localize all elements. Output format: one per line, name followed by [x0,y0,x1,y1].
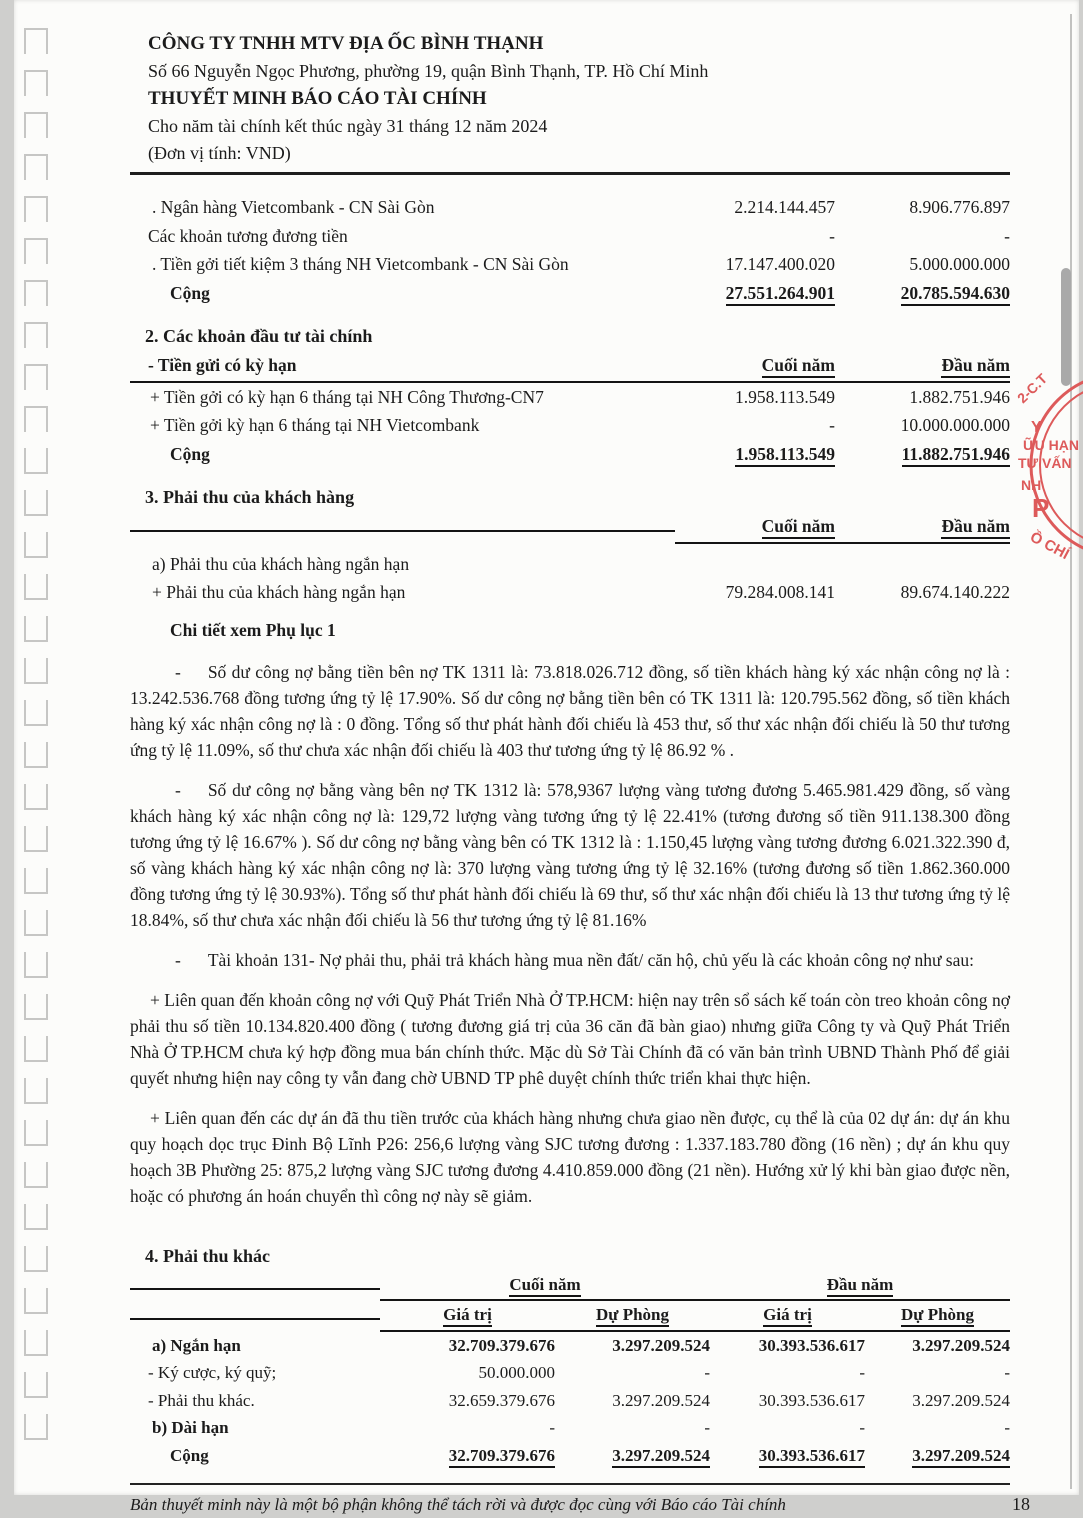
total-label: Cộng [170,443,210,464]
stamp-arc-text: 2-C.T [1013,370,1051,407]
binding-hole-mark [24,784,48,810]
section-number: 2. [145,326,159,346]
row-label: a) Phải thu của khách hàng ngắn hạn [152,553,410,574]
cell: - [549,1418,555,1437]
cell: - [859,1418,865,1437]
section-title: Các khoản đầu tư tài chính [163,326,373,346]
table-row [130,1359,1010,1387]
binding-hole-mark [24,28,48,54]
binding-hole-mark [24,154,48,180]
binding-hole-mark [24,1120,48,1146]
binding-hole-mark [24,658,48,684]
binding-hole-mark [24,406,48,432]
value-begin: - [1004,225,1010,246]
cell: - [859,1363,865,1382]
footer-disclaimer: Bản thuyết minh này là một bộ phận không thể tách rời và được đọc cùng với Báo cáo Tài chính [130,1495,786,1514]
value-begin: 89.674.140.222 [900,582,1010,602]
total-row [130,1442,1010,1470]
value-begin: 10.000.000.000 [900,415,1010,435]
column-header-row [130,351,1010,383]
section-number: 3. [145,487,159,507]
currency-unit: (Đơn vị tính: VND) [148,143,291,163]
row-label: - Ký cược, ký quỹ; [148,1363,277,1382]
value-end: 17.147.400.020 [725,254,835,274]
binding-hole-mark [24,1246,48,1272]
company-address: Số 66 Nguyễn Ngọc Phương, phường 19, quận Bình Thạnh, TP. Hồ Chí Minh [148,61,709,81]
stamp-text-p: P [1032,493,1050,523]
col-header-begin: Đầu năm [941,516,1010,539]
note-paragraph [130,1105,1010,1209]
table-row [130,222,1010,251]
sub-header-provision-end: Dự Phòng [596,1305,669,1327]
row-label: + Tiền gởi kỳ hạn 6 tháng tại NH Vietcombank [150,415,480,435]
red-company-stamp [1005,370,1083,564]
cell: 32.659.379.676 [448,1390,555,1410]
document-page [14,0,1079,1514]
binding-hole-mark [24,826,48,852]
binding-hole-mark [24,70,48,96]
binding-hole-mark [24,1162,48,1188]
stamp-text-huu-han: ỮU HẠN [1023,437,1079,453]
total-begin: 20.785.594.630 [901,283,1010,306]
dash-marker: - [175,661,181,682]
value-begin: 8.906.776.897 [909,197,1010,217]
table-row [130,193,1010,222]
cell: 50.000.000 [478,1363,555,1382]
value-end: 79.284.008.141 [725,582,835,602]
paragraph-text: Số dư công nợ bằng tiền bên nợ TK 1311 là: 73.818.026.712 đồng, số tiền khách hàng ký xác nhận công nợ là : 13.242.536.768 đồng tương ứng tỷ lệ 17.90%. Số dư công nợ bằng tiền bên có TK 1311 là: 120.795.562 đồng, số tiền khách hàng ký xác nhận công nợ là : 0 đồng. Tổng số thư phát hành đối chiếu là 453 thư, số thư xác nhận đối chiếu là 50 thư tương ứng tỷ lệ 11.09%, số thư chưa xác nhận đối chiếu là 403 thư tương ứng tỷ lệ 86.92 % . [130,661,1010,760]
total-label: Cộng [170,1445,209,1465]
binding-hole-mark [24,952,48,978]
dash-marker: - [175,949,181,970]
binding-hole-mark [24,574,48,600]
report-period: Cho năm tài chính kết thúc ngày 31 tháng 12 năm 2024 [148,116,548,136]
page-edge-shadow [1061,268,1071,386]
total-row [130,440,1010,469]
column-header-row [130,512,1010,544]
cell: - [1004,1363,1010,1382]
col-header-begin: Đầu năm [941,355,1010,378]
dash-marker: - [175,779,181,800]
total-cell: 3.297.209.524 [612,1446,710,1468]
binding-hole-mark [24,196,48,222]
cell: 3.297.209.524 [912,1335,1010,1355]
value-begin: 5.000.000.000 [909,254,1010,274]
report-title: THUYẾT MINH BÁO CÁO TÀI CHÍNH [148,88,487,109]
section-title: Phải thu của khách hàng [163,487,355,507]
cell: 3.297.209.524 [912,1390,1010,1410]
cell: 32.709.379.676 [448,1335,555,1355]
page-footer [130,1483,1030,1518]
value-end: 1.958.113.549 [735,386,835,407]
paragraph-text: Số dư công nợ bằng vàng bên nợ TK 1312 là: 578,9367 lượng vàng tương đương 5.465.981.429 đồng, số vàng khách hàng ký xác nhận công nợ là: 129,72 lượng vàng tương ứng tỷ lệ 22.41% (tương đương số tiền 911.138.300 đồng tương ứng tỷ lệ 16.67% ). Số dư công nợ bằng vàng bên có TK 1312 là : 1.150,45 lượng vàng tương đương 6.021.322.390 đ, số vàng khách hàng ký xác nhận công nợ là: 370 lượng vàng tương ứng tỷ lệ 32.16% (tương đương số tiền 1.862.360.000 đồng tương ứng tỷ lệ 30.93%). Tổng số thư phát hành đối chiếu là 69 thư, số thư xác nhận đối chiếu là 13 thư tương ứng tỷ lệ 18.84%, số thư chưa xác nhận đối chiếu là 56 thư tương ứng tỷ lệ 81.16% [130,779,1010,930]
note-paragraph [130,987,1010,1091]
binding-hole-mark [24,742,48,768]
section-2-heading [130,321,1010,351]
binding-hole-mark [24,280,48,306]
paragraph-text: Tài khoản 131- Nợ phải thu, phải trả khách hàng mua nền đất/ căn hộ, chủ yếu là các khoản công nợ như sau: [207,949,974,970]
sub-header-value-end: Giá trị [443,1305,492,1327]
col-header-end: Cuối năm [762,516,835,539]
section-3-heading [130,482,1010,512]
page-number: 18 [1012,1494,1030,1514]
note-paragraph [130,777,1010,933]
section-title: Phải thu khác [163,1245,271,1266]
row-label: - Tiền gửi có kỳ hạn [130,351,675,383]
col-header-end: Cuối năm [762,355,835,378]
page-edge-line [1070,14,1072,1489]
letterhead [148,30,1010,166]
stamp-arc-bottom-text: Ồ CHÍ [1027,528,1072,564]
binding-hole-mark [24,238,48,264]
cell: 3.297.209.524 [612,1335,710,1355]
cell: - [704,1418,710,1437]
binding-holes-strip [24,28,54,1456]
page-content [130,30,1030,1518]
row-label: Các khoản tương đương tiền [148,225,348,246]
binding-hole-mark [24,1288,48,1314]
paragraph-text: + Liên quan đến các dự án đã thu tiền trước của khách hàng nhưng chưa giao nền được, cụ thể là của 02 dự án: dự án khu quy hoạch dọc trục Đinh Bộ Lĩnh P26: 256,6 lượng vàng SJC tương đương : 1.337.183.780 đồng (16 nền) ; dự án khu quy hoạch 3B Phường 25: 875,2 lượng vàng SJC tương đương 4.410.859.000 đồng (21 nền). Hướng xử lý khi bàn giao được nền, hoặc có phương án hoán chuyển thì công nợ này sẽ giảm. [130,1107,1010,1206]
paragraph-text: + Liên quan đến khoản công nợ với Quỹ Phát Triển Nhà Ở TP.HCM: hiện nay trên sổ sách kế toán còn treo khoản công nợ phải thu số tiền 10.134.820.400 đồng ( tương đương giá trị của 36 căn đã bàn giao) nhưng giữa Công ty và Quỹ Phát Triển Nhà Ở TP.HCM chưa ký hợp đồng mua bán chính thức. Mặc dù Sở Tài Chính đã có văn bản trình UBND Thành Phố để giải quyết nhưng hiện nay công ty vẫn đang chờ UBND TP phê duyệt chính thức triển khai thực hiện. [130,989,1010,1088]
binding-hole-mark [24,1036,48,1062]
binding-hole-mark [24,1414,48,1440]
row-label: . Tiền gởi tiết kiệm 3 tháng NH Vietcombank - CN Sài Gòn [152,254,569,274]
binding-hole-mark [24,910,48,936]
group-header-row [130,1271,1010,1302]
total-end: 27.551.264.901 [726,283,835,306]
total-row [130,279,1010,308]
binding-hole-mark [24,364,48,390]
binding-hole-mark [24,1078,48,1104]
total-cell: 3.297.209.524 [912,1446,1010,1468]
cell: 30.393.536.617 [758,1390,865,1410]
binding-hole-mark [24,322,48,348]
row-label: b) Dài hạn [152,1418,229,1437]
row-label: . Ngân hàng Vietcombank - CN Sài Gòn [152,197,435,217]
sub-header-provision-begin: Dự Phòng [901,1305,974,1327]
cell: - [704,1363,710,1382]
table-row [130,1332,1010,1360]
table-row [130,1387,1010,1415]
value-end: - [829,225,835,246]
binding-hole-mark [24,112,48,138]
row-label: a) Ngắn hạn [152,1335,241,1355]
binding-hole-mark [24,448,48,474]
section-4-heading [130,1241,1010,1271]
total-begin: 11.882.751.946 [902,444,1010,467]
binding-hole-mark [24,994,48,1020]
section-number: 4. [145,1245,159,1266]
sub-header-row [130,1301,1010,1332]
value-end: - [829,415,835,435]
stamp-text-tu-van: TƯ VẤN [1018,455,1072,471]
table-row [130,550,1010,579]
binding-hole-mark [24,1330,48,1356]
table-row [130,383,1010,412]
table-row [130,250,1010,279]
binding-hole-mark [24,616,48,642]
stamp-text-nh: NH [1021,477,1042,493]
binding-hole-mark [24,1372,48,1398]
table-row [130,578,1010,607]
binding-hole-mark [24,1204,48,1230]
binding-hole-mark [24,532,48,558]
note-paragraph [130,659,1010,763]
total-end: 1.958.113.549 [735,444,835,467]
cell: 30.393.536.617 [758,1335,865,1355]
total-label: Cộng [170,282,210,303]
binding-hole-mark [24,868,48,894]
group-header-end: Cuối năm [509,1275,580,1297]
table-row [130,1414,1010,1442]
total-cell: 32.709.379.676 [449,1446,555,1468]
stamp-text-y: Y [1031,419,1042,436]
company-name: CÔNG TY TNHH MTV ĐỊA ỐC BÌNH THẠNH [148,33,544,54]
cell: - [1004,1418,1010,1437]
row-label: - Phải thu khác. [148,1390,255,1410]
binding-hole-mark [24,700,48,726]
cell: 3.297.209.524 [612,1390,710,1410]
note-paragraph [130,947,1010,973]
total-cell: 30.393.536.617 [759,1446,865,1468]
sub-header-value-begin: Giá trị [763,1305,812,1327]
binding-hole-mark [24,490,48,516]
appendix-note: Chi tiết xem Phụ lục 1 [170,619,336,640]
value-end: 2.214.144.457 [734,197,835,217]
row-label: + Phải thu của khách hàng ngắn hạn [152,582,406,602]
value-begin: 1.882.751.946 [909,386,1010,407]
group-header-begin: Đầu năm [827,1275,894,1297]
table-row [130,411,1010,440]
row-label: + Tiền gởi có kỳ hạn 6 tháng tại NH Công Thương-CN7 [150,386,544,407]
